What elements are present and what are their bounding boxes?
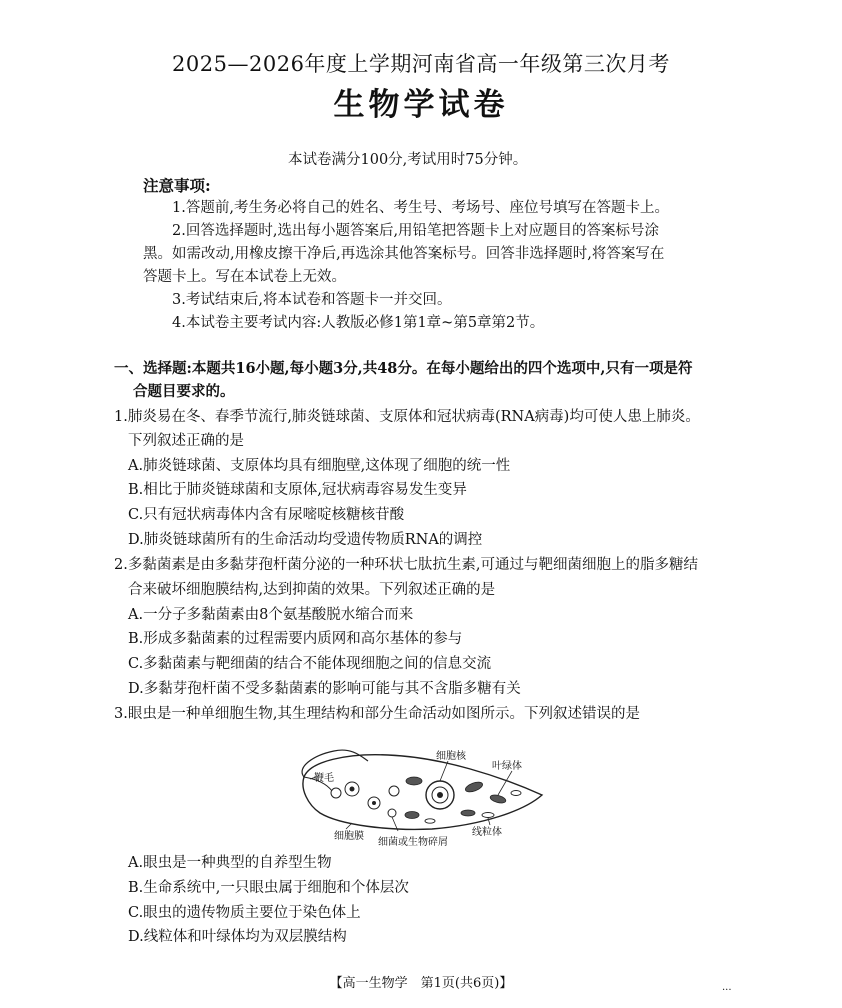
option-c: C.眼虫的遗传物质主要位于染色体上 xyxy=(128,905,361,921)
corner-mark: ... xyxy=(722,982,732,993)
question-stem: 合来破坏细胞膜结构,达到抑菌的效果。下列叙述正确的是 xyxy=(128,582,496,598)
label-membrane: 细胞膜 xyxy=(334,831,364,842)
section-heading-cont: 合题目要求的。 xyxy=(133,383,235,400)
option-a: A.一分子多黏菌素由8个氨基酸脱水缩合而来 xyxy=(128,607,414,623)
exam-title: 2025—2026年度上学期河南省高一年级第三次月考 xyxy=(172,52,670,76)
option-b: B.生命系统中,一只眼虫属于细胞和个体层次 xyxy=(128,880,409,896)
note-line: 4.本试卷主要考试内容:人教版必修1第1章~第5章第2节。 xyxy=(172,315,545,331)
note-line: 1.答题前,考生务必将自己的姓名、考生号、考场号、座位号填写在答题卡上。 xyxy=(172,200,669,216)
option-c: C.多黏菌素与靶细菌的结合不能体现细胞之间的信息交流 xyxy=(128,656,492,672)
option-d: D.线粒体和叶绿体均为双层膜结构 xyxy=(128,929,347,945)
option-c: C.只有冠状病毒体内含有尿嘧啶核糖核苷酸 xyxy=(128,507,405,523)
page-footer: 【高一生物学 第1页(共6页)】 xyxy=(329,976,513,991)
euglena-diagram xyxy=(292,733,550,851)
label-chloroplast: 叶绿体 xyxy=(492,761,522,772)
note-line: 黑。如需改动,用橡皮擦干净后,再选涂其他答案标号。回答非选择题时,将答案写在 xyxy=(143,246,665,262)
notes-heading: 注意事项: xyxy=(143,176,211,195)
question-stem: 下列叙述正确的是 xyxy=(128,433,244,449)
option-a: A.肺炎链球菌、支原体均具有细胞壁,这体现了细胞的统一性 xyxy=(128,458,511,474)
question-stem: 2.多黏菌素是由多黏芽孢杆菌分泌的一种环状七肽抗生素,可通过与靶细菌细胞上的脂多糖结 xyxy=(114,557,698,573)
option-d: D.多黏芽孢杆菌不受多黏菌素的影响可能与其不含脂多糖有关 xyxy=(128,681,521,697)
question-stem: 1.肺炎易在冬、春季节流行,肺炎链球菌、支原体和冠状病毒(RNA病毒)均可使人患上肺炎。 xyxy=(114,409,700,425)
option-b: B.形成多黏菌素的过程需要内质网和高尔基体的参与 xyxy=(128,631,463,647)
note-line: 3.考试结束后,将本试卷和答题卡一并交回。 xyxy=(172,292,452,308)
label-mitochondria: 线粒体 xyxy=(472,827,502,838)
option-a: A.眼虫是一种典型的自养型生物 xyxy=(128,855,332,871)
section-heading: 一、选择题:本题共16小题,每小题3分,共48分。在每小题给出的四个选项中,只有一项是符 xyxy=(114,360,693,377)
label-nucleus: 细胞核 xyxy=(436,751,466,762)
subject-title: 生物学试卷 xyxy=(333,87,509,123)
option-d: D.肺炎链球菌所有的生命活动均受遗传物质RNA的调控 xyxy=(128,532,483,548)
option-b: B.相比于肺炎链球菌和支原体,冠状病毒容易发生变异 xyxy=(128,482,467,498)
note-line: 答题卡上。写在本试卷上无效。 xyxy=(143,269,346,285)
question-stem: 3.眼虫是一种单细胞生物,其生理结构和部分生命活动如图所示。下列叙述错误的是 xyxy=(114,706,640,722)
note-line: 2.回答选择题时,选出每小题答案后,用铅笔把答题卡上对应题目的答案标号涂 xyxy=(172,223,660,239)
label-flagellum: 鞭毛 xyxy=(314,773,334,784)
label-food: 细菌或生物碎屑 xyxy=(378,837,448,848)
intro-text: 本试卷满分100分,考试用时75分钟。 xyxy=(288,152,528,168)
